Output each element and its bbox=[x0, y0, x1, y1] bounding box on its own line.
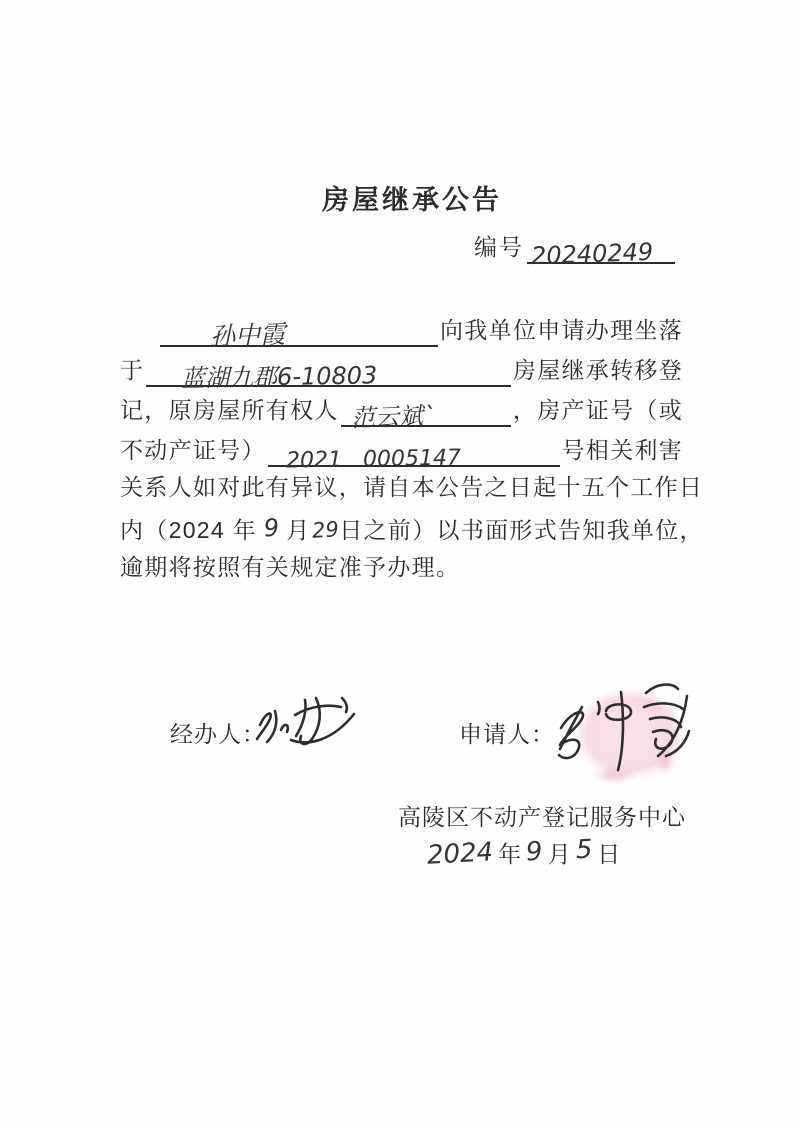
line6-part3: 日之前）以书面形式告知我单位， bbox=[339, 517, 704, 543]
date-year-suffix: 年 bbox=[498, 841, 522, 867]
line3-prefix: 记，原房屋所有权人 bbox=[120, 397, 339, 423]
deadline-day-fill: 29 bbox=[310, 517, 339, 543]
applicant-label: 申请人： bbox=[459, 721, 555, 747]
date-day-suffix: 日 bbox=[597, 841, 621, 867]
date-day-fill: 5 bbox=[575, 834, 593, 866]
applicant-name-blank bbox=[160, 311, 438, 352]
date-year-fill: 2024 bbox=[426, 837, 494, 871]
applicant-signature bbox=[545, 666, 710, 794]
line6-part1: 内（2024 年 bbox=[120, 517, 257, 543]
handler-label: 经办人： bbox=[170, 721, 266, 747]
document-number-fill: 20240249 bbox=[530, 237, 654, 271]
line1-text: 向我单位申请办理坐落 bbox=[440, 317, 683, 343]
property-address-fill: 蓝湖九郡6-10803 bbox=[181, 361, 378, 393]
applicant-signature-area bbox=[545, 666, 710, 794]
body-line-1 bbox=[120, 307, 683, 352]
line4-prefix: 不动产证号） bbox=[120, 437, 266, 463]
page-title: 房屋继承公告 bbox=[322, 185, 502, 215]
document-number-line bbox=[474, 229, 675, 271]
date-line bbox=[426, 834, 625, 871]
date-month-suffix: 月 bbox=[547, 841, 571, 867]
property-address-blank bbox=[146, 351, 511, 393]
date-month-fill: 9 bbox=[525, 836, 544, 868]
original-owner-fill: 范云斌ˋ bbox=[350, 401, 436, 433]
original-owner-blank bbox=[341, 391, 511, 433]
organization-name: 高陵区不动产登记服务中心 bbox=[398, 804, 686, 830]
document-number-label: 编号 bbox=[474, 234, 524, 260]
line2-prefix: 于 bbox=[120, 357, 145, 383]
certificate-number-fill: 2021 0005147 bbox=[285, 445, 461, 474]
line4-text: 号相关利害 bbox=[561, 437, 683, 463]
handler-signature bbox=[248, 681, 366, 763]
line2-text: 房屋继承转移登 bbox=[512, 357, 683, 383]
document-number-blank bbox=[527, 229, 675, 271]
certificate-number-blank bbox=[268, 431, 560, 474]
body-line-7: 逾期将按照有关规定准予办理。 bbox=[120, 554, 461, 580]
applicant-name-fill: 孙中霞 bbox=[209, 319, 286, 352]
line3-text: ，房产证号（或 bbox=[512, 397, 683, 423]
body-line-2 bbox=[120, 347, 683, 393]
line6-part2: 月 bbox=[286, 517, 311, 543]
body-line-4 bbox=[120, 427, 683, 474]
body-line-5: 关系人如对此有异议，请自本公告之日起十五个工作日 bbox=[120, 474, 704, 500]
body-line-6 bbox=[120, 507, 704, 547]
deadline-month-fill: 9 bbox=[262, 513, 281, 543]
notice-body bbox=[120, 307, 704, 587]
